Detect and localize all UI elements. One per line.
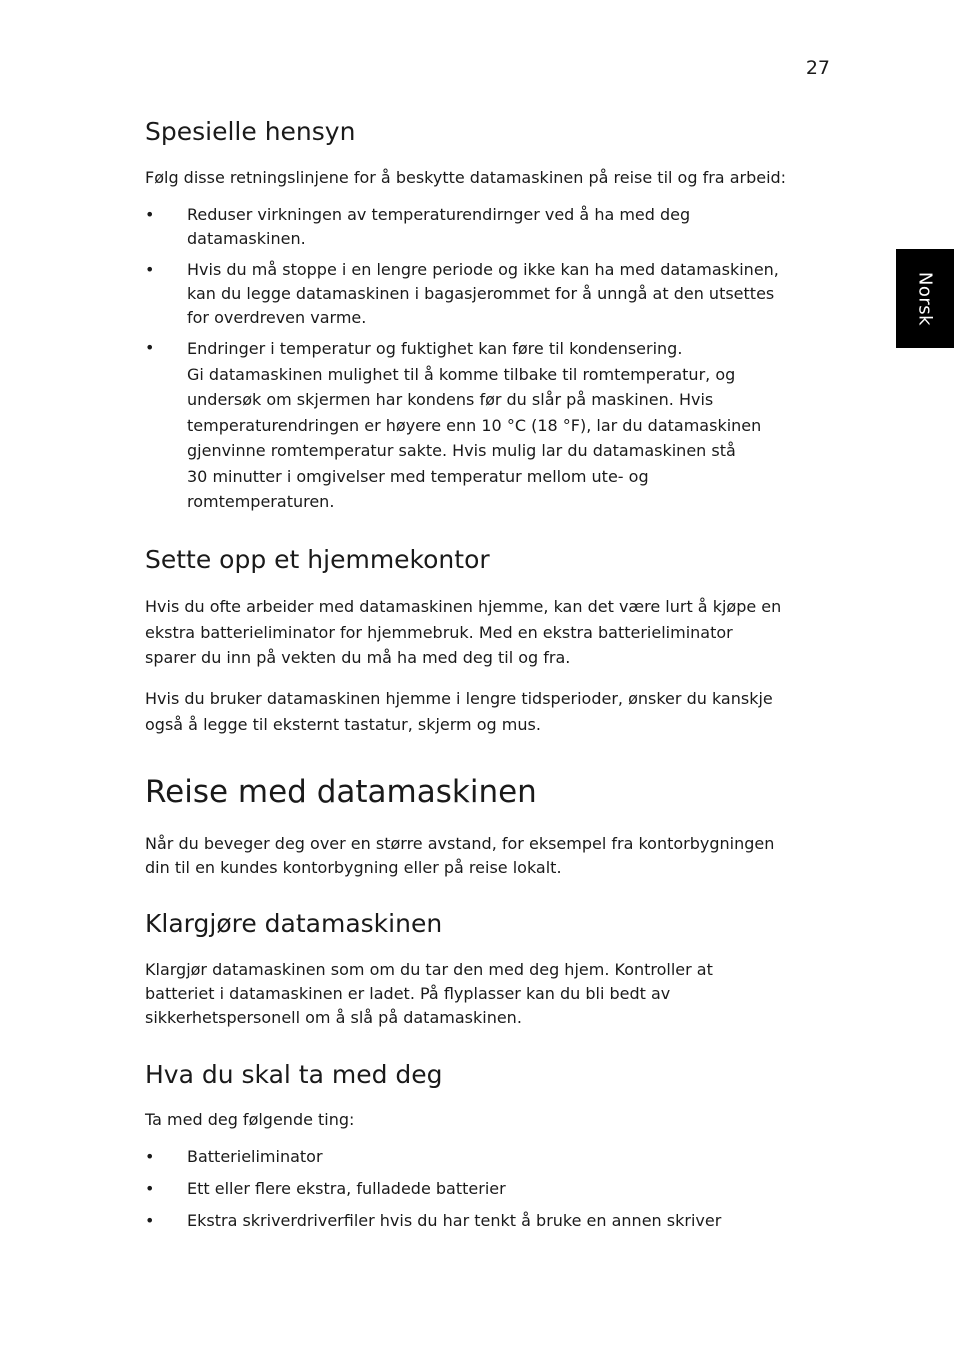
bullet-icon: • [145, 1211, 155, 1230]
reise-paragraph [145, 832, 835, 880]
section-heading-hjemmekontor: Sette opp et hjemmekontor [145, 545, 490, 574]
paragraph-line: sikkerhetspersonell om å slå på datamaskinen. [145, 1008, 522, 1027]
bullet-icon: • [145, 205, 155, 224]
list-item-line: for overdreven varme. [187, 308, 367, 327]
bullet-icon: • [145, 1179, 155, 1198]
list-item-line: Ett eller flere ekstra, fulladede batterier [187, 1179, 506, 1198]
list-item-line: temperaturendringen er høyere enn 10 °C (18 °F), lar du datamaskinen [187, 415, 762, 435]
paragraph-line: sparer du inn på vekten du må ha med deg til og fra. [145, 648, 571, 667]
hva-intro: Ta med deg følgende ting: [145, 1110, 355, 1129]
list-item [145, 1177, 835, 1201]
section-heading-klargjore: Klargjøre datamaskinen [145, 909, 443, 938]
language-tab [896, 249, 954, 348]
section-heading-hva-ta-med: Hva du skal ta med deg [145, 1060, 443, 1089]
list-item-line: datamaskinen. [187, 229, 306, 248]
list-item-line: undersøk om skjermen har kondens før du slår på maskinen. Hvis [187, 390, 714, 409]
hjemmekontor-paragraph-2 [145, 686, 835, 737]
list-item-line: Gi datamaskinen mulighet til å komme tilbake til romtemperatur, og [187, 364, 736, 384]
list-item [145, 258, 835, 330]
list-item [145, 1209, 835, 1233]
list-item-line: Endringer i temperatur og fuktighet kan føre til kondensering. [187, 339, 683, 358]
bullet-icon: • [145, 1147, 155, 1166]
list-item-line: kan du legge datamaskinen i bagasjerommet for å unngå at den utsettes [187, 284, 775, 303]
bullet-icon: • [145, 338, 155, 357]
spesielle-intro: Følg disse retningslinjene for å beskytte datamaskinen på reise til og fra arbeid: [145, 168, 787, 187]
klargjore-paragraph [145, 958, 835, 1030]
paragraph-line: Hvis du bruker datamaskinen hjemme i lengre tidsperioder, ønsker du kanskje [145, 689, 773, 708]
list-item-line: 30 minutter i omgivelser med temperatur mellom ute- og [187, 466, 649, 486]
paragraph-line: din til en kundes kontorbygning eller på reise lokalt. [145, 858, 562, 877]
paragraph-line: batteriet i datamaskinen er ladet. På flyplasser kan du bli bedt av [145, 984, 671, 1003]
list-item-line: Ekstra skriverdriverfiler hvis du har tenkt å bruke en annen skriver [187, 1211, 722, 1230]
paragraph-line: Hvis du ofte arbeider med datamaskinen hjemme, kan det være lurt å kjøpe en [145, 597, 782, 616]
list-item-line: Reduser virkningen av temperaturendirnger ved å ha med deg [187, 205, 691, 224]
list-item [145, 336, 835, 515]
paragraph-line: Klargjør datamaskinen som om du tar den med deg hjem. Kontroller at [145, 960, 713, 979]
paragraph-line: Når du beveger deg over en større avstand, for eksempel fra kontorbygningen [145, 834, 775, 853]
list-item [145, 203, 835, 251]
list-item [145, 1145, 835, 1169]
language-tab-label: Norsk [914, 271, 936, 326]
paragraph-line: også å legge til eksternt tastatur, skjerm og mus. [145, 714, 541, 734]
list-item-line: Batterieliminator [187, 1147, 323, 1166]
page-number: 27 [805, 57, 830, 79]
bullet-icon: • [145, 260, 155, 279]
list-item-line: Hvis du må stoppe i en lengre periode og ikke kan ha med datamaskinen, [187, 260, 779, 279]
hjemmekontor-paragraph-1 [145, 594, 835, 671]
list-item-line: gjenvinne romtemperatur sakte. Hvis mulig lar du datamaskinen stå [187, 441, 736, 460]
paragraph-line: ekstra batterieliminator for hjemmebruk. Med en ekstra batterieliminator [145, 622, 733, 642]
section-heading-spesielle-hensyn: Spesielle hensyn [145, 117, 356, 146]
chapter-heading-reise: Reise med datamaskinen [145, 774, 537, 810]
list-item-line: romtemperaturen. [187, 492, 335, 511]
